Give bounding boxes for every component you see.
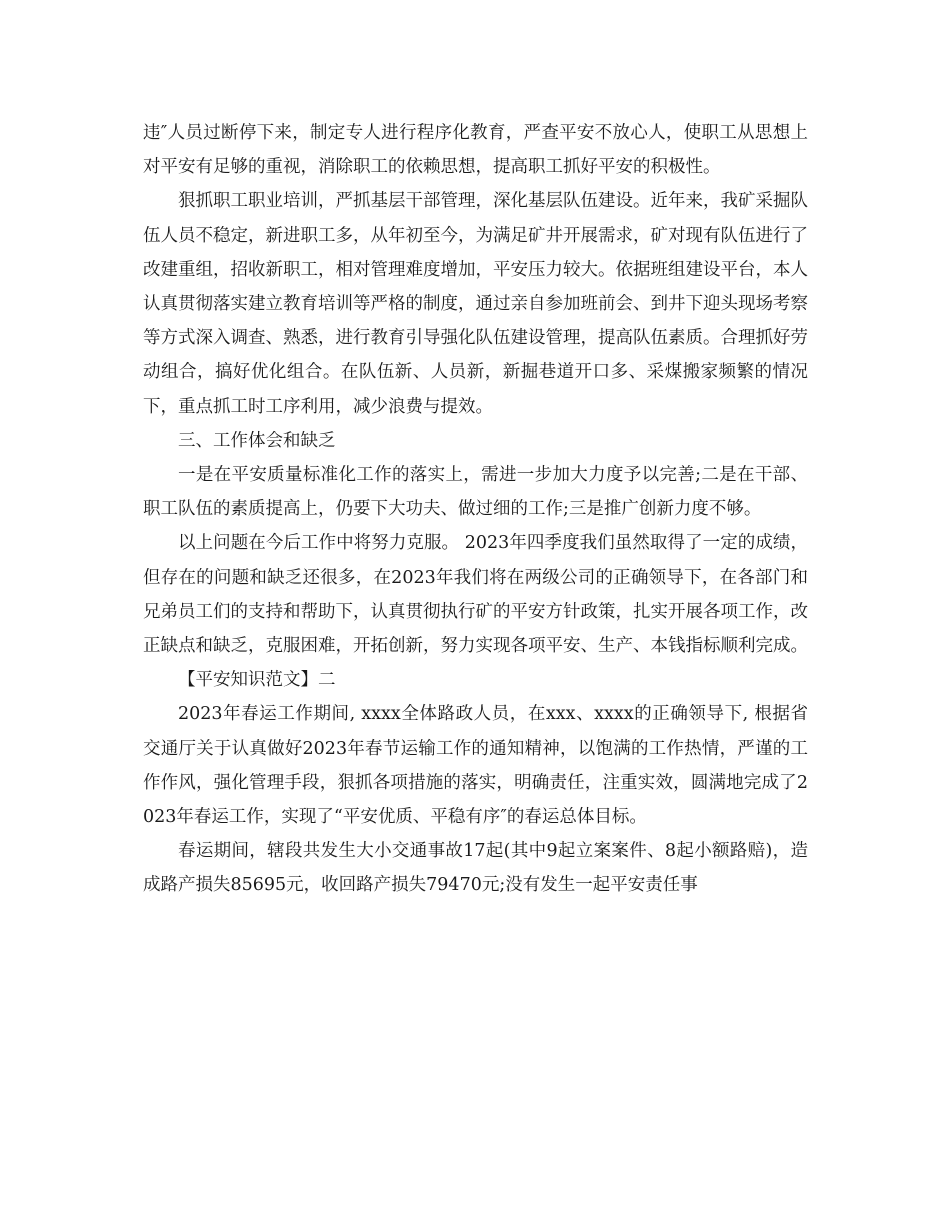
paragraph-shortcomings: 一是在平安质量标准化工作的落实上，需进一步加大力度予以完善;二是在干部、职工队伍的素质提高上，仍要下大功夫、做过细的工作;三是推广创新力度不够。 <box>143 465 808 520</box>
section-heading: 三、工作体会和缺乏 <box>178 430 336 451</box>
sample-heading: 【平安知识范文】二 <box>178 670 336 691</box>
paragraph-continuation: 违″人员过断停下来，制定专人进行程序化教育，严查平安不放心人，使职工从思想上对平安有足够的重视，消除职工的依赖思想，提高职工抓好平安的积极性。 <box>143 123 808 178</box>
paragraph-accidents: 春运期间，辖段共发生大小交通事故17起(其中9起立案案件、8起小额路赔)，造成路产损失85695元，收回路产损失79470元;没有发生一起平安责任事 <box>143 841 808 896</box>
paragraph-outlook: 以上问题在今后工作中将努力克服。 2023年四季度我们虽然取得了一定的成绩，但存在的问题和缺乏还很多，在2023年我们将在两级公司的正确领导下，在各部门和兄弟员工们的支持和帮助下，认真贯彻执行矿的平安方针政策，扎实开展各项工作，改正缺点和缺乏，克服困难，开拓创新，努力实现各项平安、生产、本钱指标顺利完成。 <box>143 533 808 657</box>
paragraph-spring-transport: 2023年春运工作期间, xxxx全体路政人员，在xxx、xxxx的正确领导下, 根据省交通厅关于认真做好2023年春节运输工作的通知精神，以饱满的工作热情，严谨的工作作风，强化管理手段，狠抓各项措施的落实，明确责任，注重实效，圆满地完成了2023年春运工作，实现了“平安优质、平稳有序″的春运总体目标。 <box>143 704 808 828</box>
document-body <box>143 116 808 903</box>
paragraph-team-building: 狠抓职工职业培训，严抓基层干部管理，深化基层队伍建设。近年来，我矿采掘队伍人员不稳定，新进职工多，从年初至今，为满足矿井开展需求，矿对现有队伍进行了改建重组，招收新职工，相对管理难度增加，平安压力较大。依据班组建设平台，本人认真贯彻落实建立教育培训等严格的制度，通过亲自参加班前会、到井下迎头现场考察等方式深入调查、熟悉，进行教育引导强化队伍建设管理，提高队伍素质。合理抓好劳动组合，搞好优化组合。在队伍新、人员新，新掘巷道开口多、采煤搬家频繁的情况下，重点抓工时工序利用，减少浪费与提效。 <box>143 191 808 417</box>
